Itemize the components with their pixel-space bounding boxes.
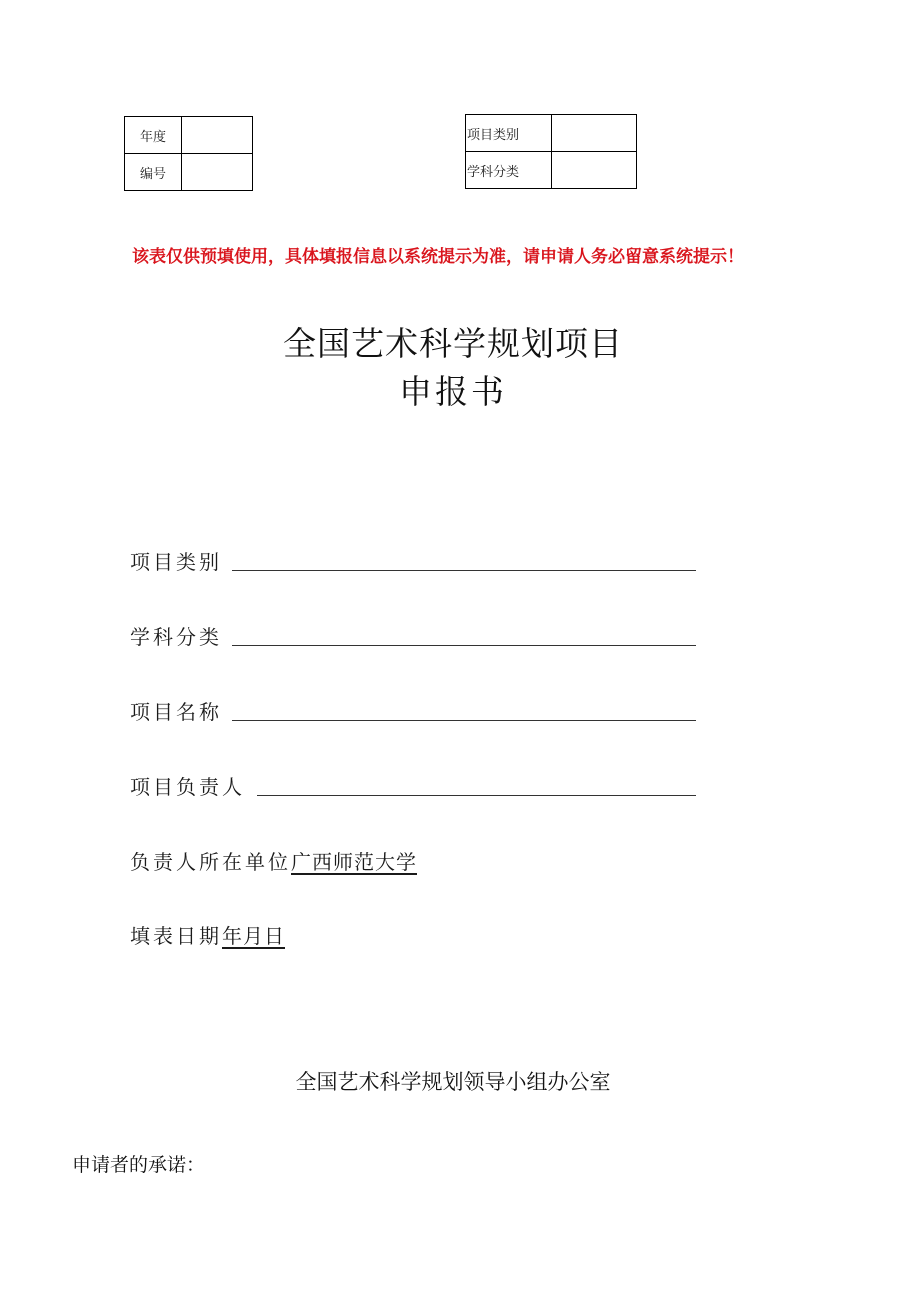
project-name-line[interactable]	[232, 720, 696, 721]
field-label: 学科分类	[130, 625, 222, 649]
field-label: 负责人所在单位	[130, 850, 291, 874]
issuing-office: 全国艺术科学规划领导小组办公室	[295, 1070, 611, 1094]
field-label: 项目负责人	[130, 775, 245, 799]
project-leader-line[interactable]	[257, 795, 696, 796]
table-row	[125, 117, 253, 154]
category-discipline-table	[465, 114, 637, 189]
field-label: 填表日期	[130, 924, 222, 948]
field-discipline	[130, 621, 222, 650]
discipline-label: 学科分类	[466, 152, 552, 189]
discipline-input-cell[interactable]	[552, 152, 637, 189]
project-category-label: 项目类别	[466, 115, 552, 152]
field-project-name	[130, 696, 222, 725]
field-project-category	[130, 546, 222, 575]
affiliation-value[interactable]: 广西师范大学	[291, 850, 417, 874]
year-label: 年度	[125, 117, 182, 154]
project-category-line[interactable]	[232, 570, 696, 571]
prefill-notice: 该表仅供预填使用，具体填报信息以系统提示为准，请申请人务必留意系统提示！	[132, 247, 744, 267]
fill-date-value[interactable]: 年月日	[222, 924, 285, 948]
field-project-leader	[130, 771, 245, 800]
number-label: 编号	[125, 154, 182, 191]
table-row	[125, 154, 253, 191]
project-category-input-cell[interactable]	[552, 115, 637, 152]
field-label: 项目类别	[130, 550, 222, 574]
field-label: 项目名称	[130, 700, 222, 724]
document-title: 全国艺术科学规划项目	[283, 324, 623, 363]
year-input-cell[interactable]	[182, 117, 253, 154]
discipline-line[interactable]	[232, 645, 696, 646]
table-row	[466, 152, 637, 189]
number-input-cell[interactable]	[182, 154, 253, 191]
field-fill-date	[130, 920, 285, 949]
document-subtitle: 申报书	[399, 372, 507, 411]
table-row	[466, 115, 637, 152]
year-number-table	[124, 116, 253, 191]
applicant-promise-heading: 申请者的承诺：	[72, 1154, 206, 1176]
field-leader-affiliation	[130, 846, 417, 875]
